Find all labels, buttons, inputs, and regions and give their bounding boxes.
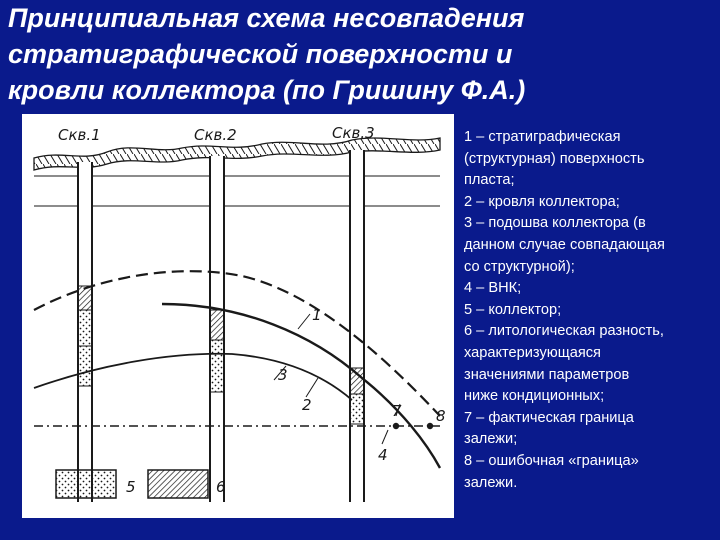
well-label-1: Скв.1 — [58, 126, 101, 144]
legend-line: характеризующаяся — [464, 344, 601, 361]
legend-text — [464, 127, 716, 494]
swatch-label-5: 5 — [126, 478, 136, 496]
label-7: 7 — [392, 402, 402, 420]
legend-line: 2 – кровля коллектора; — [464, 193, 620, 210]
well-label-3: Скв.3 — [332, 124, 375, 142]
label-4: 4 — [378, 446, 388, 464]
title-line-2: стратиграфической поверхности и — [8, 39, 513, 69]
label-2: 2 — [302, 396, 312, 414]
legend-line: со структурной); — [464, 258, 575, 275]
curve-1-stratigraphic-surface — [34, 271, 440, 416]
legend-line: значениями параметров — [464, 366, 630, 383]
title-line-1: Принципиальная схема несовпадения — [8, 3, 525, 33]
well-3 — [350, 150, 364, 502]
title-line-3: кровли коллектора (по Гришину Ф.А.) — [8, 75, 526, 105]
point-7-actual-boundary — [393, 423, 399, 429]
legend-line: залежи. — [464, 474, 518, 491]
legend-line: 1 – стратиграфическая — [464, 129, 621, 145]
legend-line: ниже кондиционных; — [464, 388, 605, 405]
legend-line: 6 – литологическая разность, — [464, 323, 664, 340]
schematic-figure — [22, 114, 454, 518]
ground-surface — [34, 138, 440, 206]
slide-title — [8, 0, 708, 108]
legend-line: 3 – подошва коллектора (в — [464, 215, 646, 232]
legend-line: пласта; — [464, 172, 515, 189]
legend-line: 7 – фактическая граница — [464, 409, 634, 426]
point-8-false-boundary — [427, 423, 433, 429]
legend-line: данном случае совпадающая — [464, 236, 665, 253]
label-1: 1 — [312, 306, 322, 324]
swatch-label-6: 6 — [216, 478, 226, 496]
well-label-2: Скв.2 — [194, 126, 237, 144]
curve-2-reservoir-top — [162, 304, 440, 468]
legend-line: залежи; — [464, 431, 518, 448]
schematic-svg — [22, 114, 454, 518]
well-2 — [210, 156, 224, 502]
legend-line: 5 – коллектор; — [464, 301, 562, 318]
legend-line: (структурная) поверхность — [464, 150, 645, 167]
legend-line: 4 – ВНК; — [464, 280, 522, 297]
legend-line: 8 – ошибочная «граница» — [464, 452, 639, 469]
swatch-5-reservoir — [56, 470, 136, 498]
label-8: 8 — [436, 407, 446, 425]
well-1 — [78, 162, 92, 502]
label-3: 3 — [278, 366, 288, 384]
